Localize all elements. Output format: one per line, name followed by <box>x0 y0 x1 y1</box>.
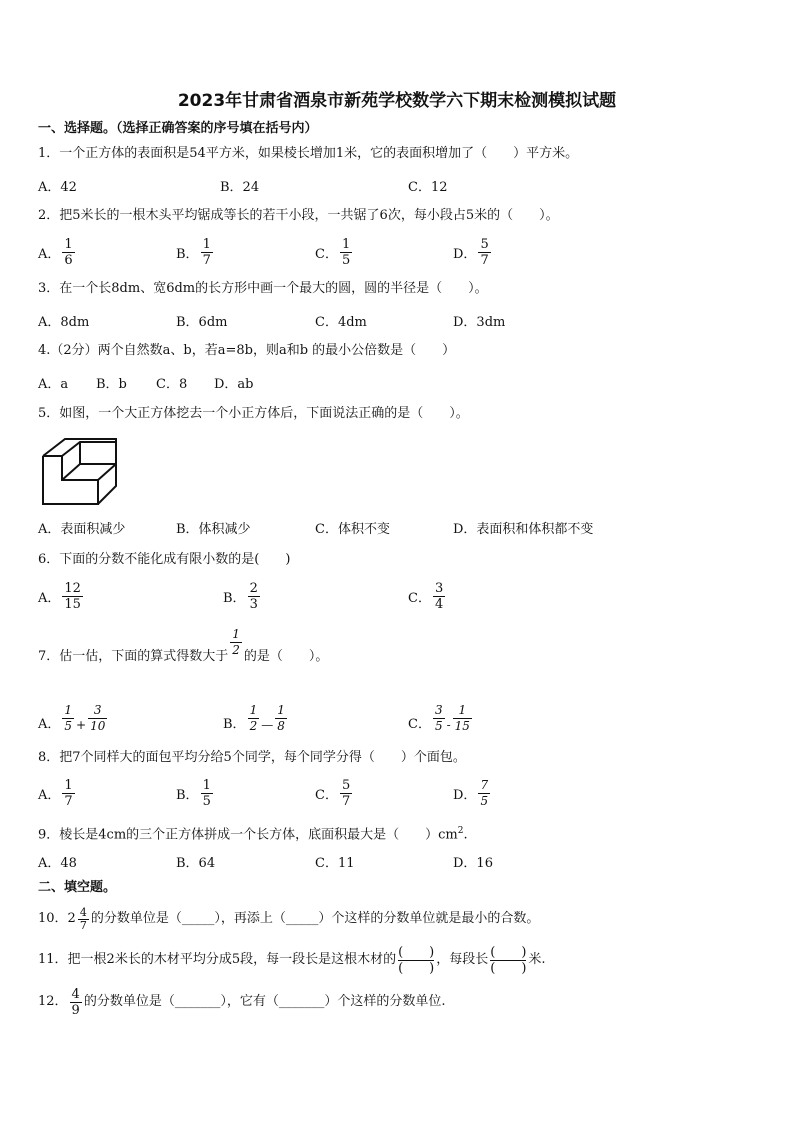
question-4-options <box>38 362 758 402</box>
question-7-text-end: 的是（ ）。 <box>243 649 329 664</box>
question-3-options <box>38 300 758 340</box>
question-10-text: 的分数单位是（_____），再添上（_____）个这样的分数单位就是最小的合数。 <box>90 911 540 926</box>
fraction: $\frac{1}{7}$ <box>202 236 211 268</box>
question-11-text: 11．把一根2米长的木材平均分成5段，每一段长是这根木材的 <box>38 952 397 967</box>
option-a[interactable] <box>38 690 109 734</box>
option-a[interactable]: A．8dm <box>38 314 90 330</box>
fraction: $\frac{7}{5}$ <box>480 777 489 808</box>
fraction: $\frac{1}{2}$ <box>249 703 258 733</box>
option-label: A． <box>38 717 61 732</box>
fraction: $\frac{1}{5}$ <box>64 703 73 733</box>
page-title: 2023年甘肃省酒泉市新苑学校数学六下期末检测模拟试题 <box>177 91 617 111</box>
option-label: C． <box>408 590 431 606</box>
option-label: A． <box>38 246 61 262</box>
question-10 <box>38 904 539 934</box>
question-7 <box>38 628 328 666</box>
question-9-options <box>38 841 758 881</box>
question-6: 6．下面的分数不能化成有限小数的是( ) <box>38 552 291 567</box>
option-d[interactable]: D．16 <box>453 855 493 871</box>
option-label: B． <box>223 590 246 606</box>
blank-fraction[interactable]: ( ) ( ) <box>490 944 527 976</box>
option-a[interactable]: A．表面积减少 <box>38 521 126 537</box>
question-4: 4.（2分）两个自然数a、b，若a=8b，则a和b 的最小公倍数是（ ） <box>38 343 456 358</box>
option-b[interactable] <box>176 232 215 272</box>
option-d[interactable]: D．ab <box>214 376 254 392</box>
expression <box>246 703 289 734</box>
operator: + <box>76 718 87 732</box>
option-a[interactable]: A．42 <box>38 179 77 195</box>
question-8-options <box>38 773 758 813</box>
option-a[interactable]: A．48 <box>38 855 77 871</box>
option-label: B． <box>176 246 199 262</box>
option-b[interactable]: B．24 <box>220 179 260 195</box>
option-c[interactable]: C．4dm <box>315 314 367 330</box>
fraction: $\frac{5}{7}$ <box>480 236 489 268</box>
fraction: $\frac{5}{7}$ <box>341 777 351 809</box>
fraction: $\frac{1}{7}$ <box>64 777 73 809</box>
question-2: 2．把5米长的一根木头平均锯成等长的若干小段，一共锯了6次，每小段占5米的（ ）。 <box>38 208 559 223</box>
option-c[interactable] <box>408 576 447 616</box>
question-9-text: 9．棱长是4cm的三个正方体拼成一个长方体，底面积最大是（ ）cm <box>38 827 458 843</box>
fraction: $\frac{3}{5}$ <box>434 703 443 733</box>
option-label: B． <box>176 787 199 803</box>
question-number: 12． <box>38 994 68 1009</box>
option-d[interactable] <box>453 232 493 272</box>
fraction-one-half: $\frac{1}{2}$ <box>232 627 240 657</box>
superscript: 2 <box>457 826 464 836</box>
question-12-text: 的分数单位是（_______），它有（_______）个这样的分数单位. <box>83 994 446 1009</box>
cube-with-notch-image <box>40 436 120 508</box>
option-label: D． <box>453 246 477 262</box>
fraction: $\frac{4}{9}$ <box>71 986 80 1018</box>
option-d[interactable] <box>453 773 492 813</box>
section-fill-heading: 二、填空题。 <box>38 880 117 895</box>
option-label: C． <box>315 246 338 262</box>
option-label: C． <box>408 717 431 732</box>
option-label: B． <box>223 717 246 732</box>
fraction: $\frac{12}{15}$ <box>64 580 81 612</box>
fraction: $\frac{2}{3}$ <box>249 580 258 612</box>
option-c[interactable]: C．12 <box>408 179 448 195</box>
fraction: $\frac{1}{5}$ <box>202 777 211 809</box>
question-8: 8．把7个同样大的面包平均分给5个同学，每个同学分得（ ）个面包。 <box>38 750 466 765</box>
question-1-options <box>38 165 758 205</box>
option-b[interactable] <box>223 576 262 616</box>
question-5: 5．如图，一个大正方体挖去一个小正方体后，下面说法正确的是（ ）。 <box>38 406 469 421</box>
fraction: $\frac{1}{8}$ <box>277 703 285 733</box>
option-c[interactable] <box>315 232 354 272</box>
option-a[interactable]: A．a <box>38 376 69 392</box>
question-7-text: 7．估一估，下面的算式得数大于 <box>38 649 229 664</box>
fraction: $\frac{1}{6}$ <box>64 236 73 268</box>
section-choice-heading: 一、选择题。（选择正确答案的序号填在括号内） <box>38 121 318 136</box>
option-label: C． <box>315 787 338 803</box>
question-11 <box>38 942 546 978</box>
option-label: A． <box>38 787 61 803</box>
question-1: 1．一个正方体的表面积是54平方米，如果棱长增加1米，它的表面积增加了（ ）平方米。 <box>38 146 579 161</box>
option-a[interactable] <box>38 232 77 272</box>
fraction: $\frac{1}{5}$ <box>341 236 351 268</box>
option-b[interactable] <box>223 690 289 734</box>
expression <box>60 703 109 734</box>
question-11-text-end: 米. <box>528 952 546 967</box>
operator: — <box>261 718 274 732</box>
fraction: $\frac{1}{15}$ <box>454 703 470 733</box>
option-c[interactable] <box>315 773 354 813</box>
option-c[interactable] <box>408 690 474 734</box>
blank-fraction[interactable]: ( ) ( ) <box>398 944 435 976</box>
expression <box>431 703 474 734</box>
question-3: 3．在一个长8dm、宽6dm的长方形中画一个最大的圆，圆的半径是（ ）。 <box>38 281 488 296</box>
question-5-options <box>38 507 758 547</box>
option-b[interactable]: B．64 <box>176 855 216 871</box>
option-b[interactable]: B．体积减少 <box>176 521 251 537</box>
question-6-options <box>38 576 758 616</box>
question-number: 10． <box>38 911 68 926</box>
question-12 <box>38 984 445 1020</box>
operator: - <box>446 718 451 732</box>
question-11-text-mid: ，每段长 <box>436 952 489 967</box>
option-c[interactable]: C．11 <box>315 855 355 871</box>
mixed-whole: 2 <box>67 911 76 926</box>
option-b[interactable]: B．b <box>96 376 127 392</box>
option-b[interactable] <box>176 773 215 813</box>
cube-figure <box>40 436 120 512</box>
option-b[interactable]: B．6dm <box>176 314 228 330</box>
question-7-options <box>38 690 758 734</box>
option-c[interactable]: C．体积不变 <box>315 521 390 537</box>
option-a[interactable] <box>38 576 85 616</box>
option-label: D． <box>453 787 477 803</box>
option-c[interactable]: C．8 <box>156 376 188 392</box>
option-d[interactable]: D．表面积和体积都不变 <box>453 521 594 537</box>
option-label: A． <box>38 590 61 606</box>
fraction: $\frac{3}{10}$ <box>90 703 106 733</box>
option-a[interactable] <box>38 773 77 813</box>
option-d[interactable]: D．3dm <box>453 314 506 330</box>
fraction: $\frac{3}{4}$ <box>434 580 444 612</box>
question-9-end: . <box>463 827 468 843</box>
question-2-options <box>38 232 758 272</box>
fraction: $\frac{4}{7}$ <box>79 905 87 932</box>
mixed-number <box>68 907 91 932</box>
